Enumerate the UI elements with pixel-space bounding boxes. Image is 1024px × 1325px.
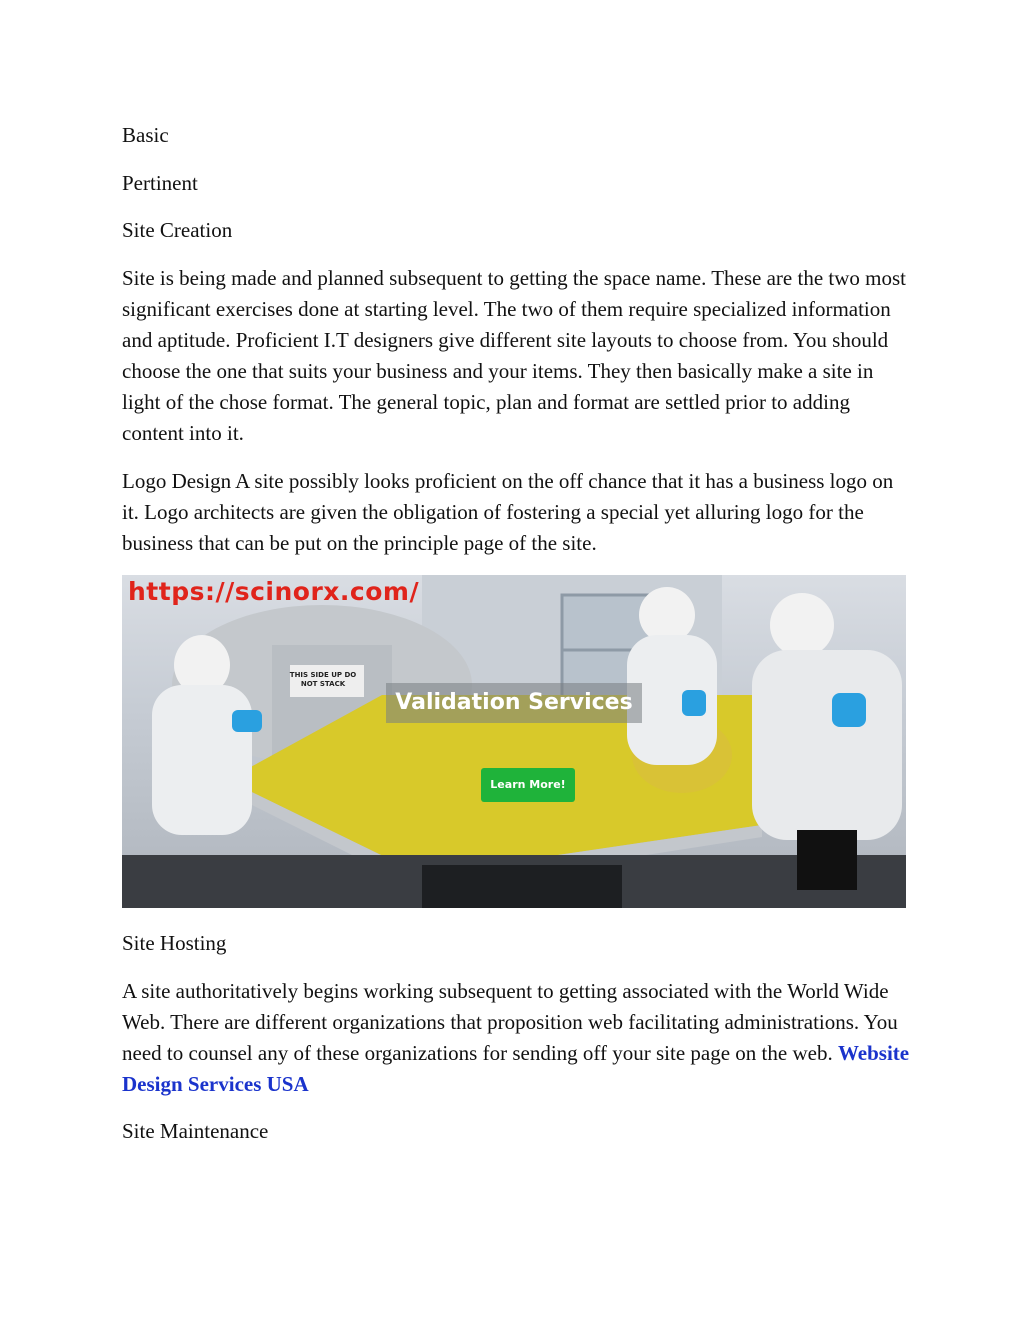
learn-more-button[interactable]: Learn More! (481, 768, 575, 802)
heading-pertinent: Pertinent (122, 171, 198, 195)
heading-site-creation: Site Creation (122, 218, 233, 242)
banner-url-text: https://scinorx.com/ (128, 577, 420, 606)
paragraph-site-creation: Site is being made and planned subsequent to getting the space name. These are the two most significant exercises done at starting level. The two of them require specialized information and aptitude. Proficient I.T designers give different site layouts to choose from. You should choose the one that suits your business and your items. They then basically make a site in light of the chose format. The general topic, plan and format are settled prior to adding content into it. (122, 266, 906, 445)
banner-title: Validation Services (386, 683, 642, 723)
cleanroom-scene-illustration (122, 575, 906, 908)
paragraph-logo-design: Logo Design A site possibly looks proficient on the off chance that it has a business logo on it. Logo architects are given the obligation of fostering a special yet alluring logo for the business that can be put on the principle page of the site. (122, 469, 894, 555)
banner-image[interactable] (122, 575, 906, 908)
website-design-services-link[interactable]: Website Design Services USA (122, 1041, 910, 1096)
paragraph-site-hosting-text: A site authoritatively begins working subsequent to getting associated with the World Wide Web. There are different organizations that proposition web facilitating administrations. You need to counsel any of these organizations for sending off your site page on the web. (122, 979, 898, 1065)
paragraph-site-hosting (122, 976, 912, 1100)
banner-crate-label: THIS SIDE UP DO NOT STACK (289, 671, 357, 688)
heading-basic: Basic (122, 123, 169, 147)
heading-site-maintenance: Site Maintenance (122, 1119, 269, 1143)
heading-site-hosting: Site Hosting (122, 931, 227, 955)
